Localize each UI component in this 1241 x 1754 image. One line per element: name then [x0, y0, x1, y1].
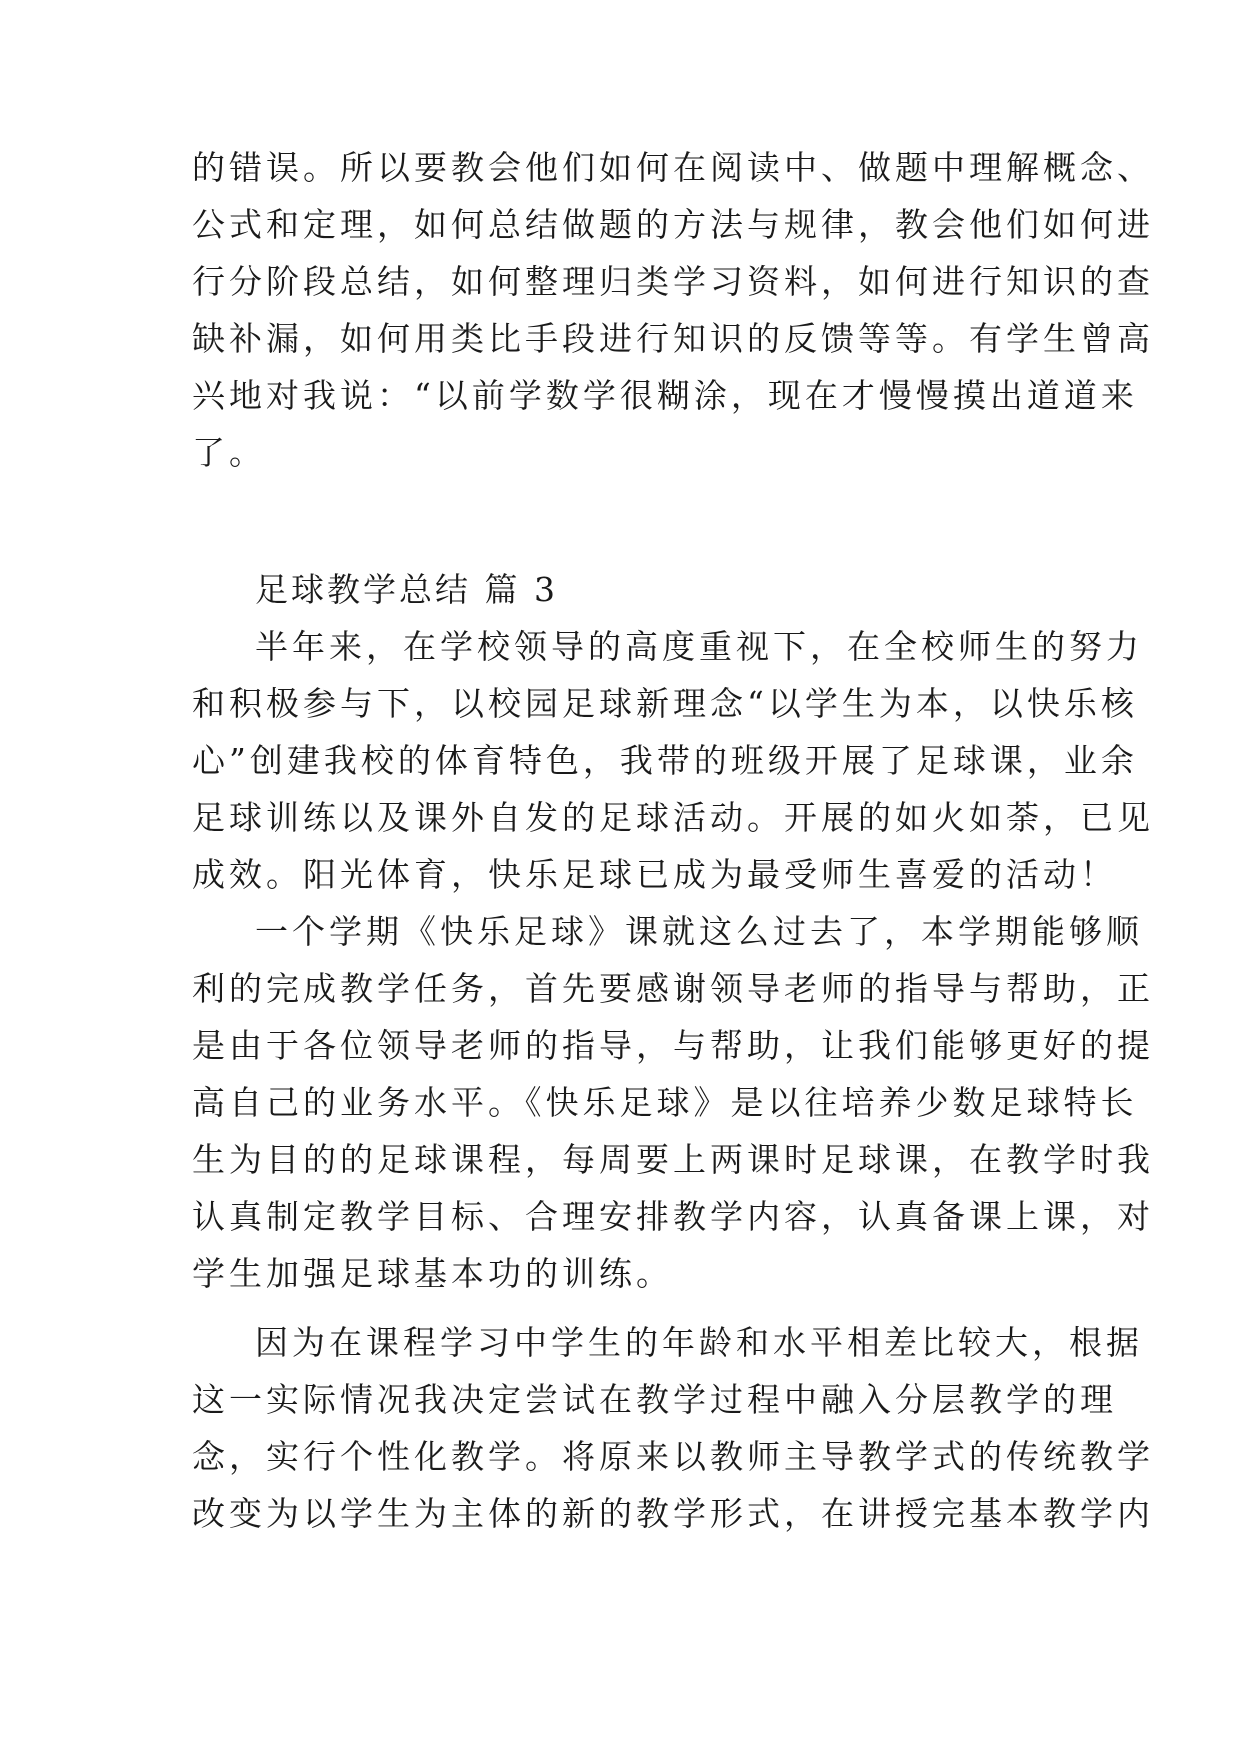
text-line: 生为目的的足球课程，每周要上两课时足球课，在教学时我 [192, 1140, 1154, 1179]
text-line: 这一实际情况我决定尝试在教学过程中融入分层教学的理 [192, 1380, 1117, 1419]
text-line: 利的完成教学任务，首先要感谢领导老师的指导与帮助，正 [192, 969, 1154, 1008]
text-line: 一个学期《快乐足球》课就这么过去了，本学期能够顺 [255, 912, 1143, 951]
text-line: 学生加强足球基本功的训练。 [192, 1254, 673, 1293]
text-line: 是由于各位领导老师的指导，与帮助，让我们能够更好的提 [192, 1026, 1154, 1065]
text-line: 公式和定理，如何总结做题的方法与规律，教会他们如何进 [192, 205, 1154, 244]
text-line: 认真制定教学目标、合理安排教学内容，认真备课上课，对 [192, 1197, 1154, 1236]
text-line: 半年来，在学校领导的高度重视下，在全校师生的努力 [255, 627, 1143, 666]
text-line: 兴地对我说：“以前学数学很糊涂，现在才慢慢摸出道道来 [192, 376, 1138, 415]
text-line: 的错误。所以要教会他们如何在阅读中、做题中理解概念、 [192, 148, 1154, 187]
text-line: 足球训练以及课外自发的足球活动。开展的如火如荼，已见 [192, 798, 1154, 837]
text-line: 念，实行个性化教学。将原来以教师主导教学式的传统教学 [192, 1437, 1154, 1476]
text-line: 缺补漏，如何用类比手段进行知识的反馈等等。有学生曾高 [192, 319, 1154, 358]
text-line: 心”创建我校的体育特色，我带的班级开展了足球课，业余 [192, 741, 1138, 780]
text-line: 了。 [192, 433, 266, 472]
text-line: 高自己的业务水平。《快乐足球》是以往培养少数足球特长 [192, 1083, 1138, 1122]
text-line: 成效。阳光体育，快乐足球已成为最受师生喜爱的活动！ [192, 855, 1117, 894]
section-heading: 足球教学总结 篇 3 [255, 570, 558, 609]
text-line: 行分阶段总结，如何整理归类学习资料，如何进行知识的查 [192, 262, 1154, 301]
text-line: 因为在课程学习中学生的年龄和水平相差比较大，根据 [255, 1323, 1143, 1362]
text-line: 和积极参与下，以校园足球新理念“以学生为本，以快乐核 [192, 684, 1138, 723]
text-line: 改变为以学生为主体的新的教学形式，在讲授完基本教学内 [192, 1494, 1154, 1533]
